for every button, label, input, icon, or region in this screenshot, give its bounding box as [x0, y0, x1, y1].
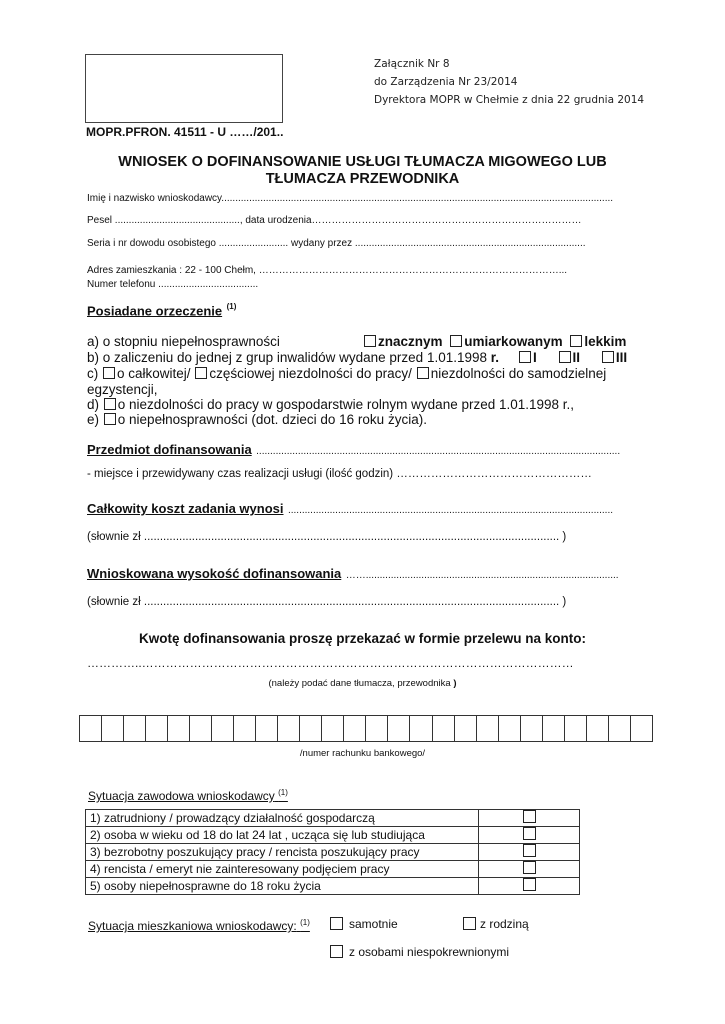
account-digit-cell[interactable] — [145, 716, 167, 741]
living-unrelated-label: z osobami niespokrewnionymi — [349, 945, 510, 959]
certificate-c-row — [87, 366, 606, 381]
stamp-box — [85, 54, 283, 123]
funding-subject-heading: Przedmiot dofinansowania — [87, 442, 252, 457]
account-digit-cell[interactable] — [365, 716, 387, 741]
checkbox-independent-living[interactable] — [417, 367, 429, 379]
farm-incapacity-label: o niezdolności do pracy w gospodarstwie rolnym wydane przed 1.01.1998 r., — [117, 397, 575, 412]
checkbox-farm-incapacity[interactable] — [104, 398, 116, 410]
living-situation-heading: Sytuacja mieszkaniowa wnioskodawcy: — [88, 919, 297, 933]
certificate-a-options — [363, 334, 626, 349]
checkbox-mild[interactable] — [570, 335, 582, 347]
checkbox-group-1[interactable] — [519, 351, 531, 363]
certificate-d-row — [87, 397, 574, 412]
annex-note — [374, 55, 644, 109]
account-digit-cell[interactable] — [80, 716, 101, 741]
total-cost-row — [87, 500, 613, 518]
certificate-e-row — [87, 412, 427, 427]
total-cost-heading: Całkowity koszt zadania wynosi — [87, 501, 284, 516]
title-line2: TŁUMACZA PRZEWODNIKA — [265, 171, 460, 187]
phone-field[interactable]: Numer telefonu .................................... — [87, 279, 259, 290]
work-option-label: 1) zatrudniony / prowadzący działalność gospodarczą — [86, 810, 479, 827]
annex-line1: Załącznik Nr 8 — [374, 58, 450, 70]
checkbox-family[interactable] — [463, 917, 476, 930]
document-title — [80, 154, 645, 188]
option-significant-label: znacznym — [378, 334, 443, 349]
account-digit-cell[interactable] — [123, 716, 145, 741]
certificate-d-prefix: d) — [87, 397, 100, 412]
account-digit-cell[interactable] — [630, 716, 652, 741]
living-family-option — [463, 917, 529, 931]
account-digit-cell[interactable] — [167, 716, 189, 741]
certificate-c-prefix: c) — [87, 366, 99, 381]
account-digit-cell[interactable] — [189, 716, 211, 741]
id-document-field[interactable]: Seria i nr dowodu osobistego ......................... wydany przez ................................................................................... — [87, 238, 586, 249]
certificate-c-continuation: egzystencji, — [87, 382, 158, 397]
checkbox-child-disability[interactable] — [104, 413, 116, 425]
applicant-name-field[interactable]: Imię i nazwisko wnioskodawcy............................................................................................................................................. — [87, 193, 614, 204]
checkbox-group-3[interactable] — [602, 351, 614, 363]
work-footnote-marker: (1) — [278, 788, 288, 797]
checkbox-total-incapacity[interactable] — [103, 367, 115, 379]
pesel-birthdate-field[interactable]: Pesel ............................................., data urodzenia……………………………………………………………………… — [87, 215, 582, 226]
work-situation-heading: Sytuacja zawodowa wnioskodawcy — [88, 789, 275, 803]
certificate-b-row — [87, 350, 499, 365]
cost-in-words-field[interactable]: (słownie zł .................................................................................................................................. ) — [87, 531, 567, 543]
living-footnote-marker: (1) — [300, 918, 310, 927]
requested-in-words-field[interactable]: (słownie zł .................................................................................................................................. ) — [87, 596, 567, 608]
certificate-a-label: a) o stopniu niepełnosprawności — [87, 334, 280, 349]
transfer-note-close: ) — [453, 678, 457, 689]
funding-subject-field[interactable]: ................................................................................................................................... — [256, 446, 621, 457]
requested-amount-row — [87, 565, 619, 583]
certificate-heading: Posiadane orzeczenie — [87, 303, 223, 319]
checkbox-unrelated[interactable] — [330, 945, 343, 958]
account-digit-cell[interactable] — [233, 716, 255, 741]
certificate-b-label: b) o zaliczeniu do jednej z grup inwalidów wydane przed 1.01.1998 — [87, 350, 488, 365]
funding-subject-row — [87, 441, 620, 459]
total-cost-field[interactable]: ..................................................................................................................... — [287, 505, 614, 516]
checkbox-partial-incapacity[interactable] — [195, 367, 207, 379]
account-digit-cell[interactable] — [343, 716, 365, 741]
account-digit-cell[interactable] — [498, 716, 520, 741]
account-digit-cell[interactable] — [542, 716, 564, 741]
account-digit-cell[interactable] — [321, 716, 343, 741]
checkbox-cell — [479, 878, 580, 895]
checkbox-significant[interactable] — [364, 335, 376, 347]
checkbox-student[interactable] — [523, 827, 536, 840]
transfer-note — [80, 678, 645, 689]
account-digit-cell[interactable] — [608, 716, 630, 741]
place-time-field[interactable]: - miejsce i przewidywany czas realizacji usługi (ilość godzin) …………………………………………… — [87, 468, 592, 480]
checkbox-cell — [479, 827, 580, 844]
living-alone-label: samotnie — [349, 917, 398, 931]
footnote-marker: (1) — [226, 302, 237, 311]
account-digit-cell[interactable] — [564, 716, 586, 741]
table-row — [86, 827, 580, 844]
address-field[interactable]: Adres zamieszkania : 22 - 100 Chełm, ………………………………………………………………………………... — [87, 265, 568, 276]
work-option-label: 3) bezrobotny poszukujący pracy / rencista poszukujący pracy — [86, 844, 479, 861]
checkbox-employed[interactable] — [523, 810, 536, 823]
work-option-label: 5) osoby niepełnosprawne do 18 roku życia — [86, 878, 479, 895]
checkbox-group-2[interactable] — [559, 351, 571, 363]
checkbox-alone[interactable] — [330, 917, 343, 930]
account-digit-cell[interactable] — [211, 716, 233, 741]
checkbox-unemployed[interactable] — [523, 844, 536, 857]
living-situation-heading-wrap — [88, 918, 310, 933]
total-incapacity-label: o całkowitej/ — [117, 366, 191, 381]
checkbox-cell — [479, 844, 580, 861]
independent-living-label: niezdolności do samodzielnej — [430, 366, 607, 381]
work-situation-heading-wrap — [88, 788, 288, 803]
transfer-recipient-field[interactable]: …………..……………………………………………………………………………………………… — [87, 656, 574, 670]
account-digit-cell[interactable] — [101, 716, 123, 741]
option-moderate-label: umiarkowanym — [464, 334, 563, 349]
checkbox-cell — [479, 810, 580, 827]
account-digit-cell[interactable] — [476, 716, 498, 741]
bank-account-grid[interactable] — [79, 715, 653, 742]
annex-line3: Dyrektora MOPR w Chełmie z dnia 22 grudnia 2014 — [374, 94, 645, 106]
account-digit-cell[interactable] — [432, 716, 454, 741]
transfer-heading: Kwotę dofinansowania proszę przekazać w formie przelewu na konto: — [138, 631, 587, 646]
table-row — [86, 861, 580, 878]
work-option-label: 2) osoba w wieku od 18 do lat 24 lat , ucząca się lub studiująca — [86, 827, 479, 844]
checkbox-minor-disabled[interactable] — [523, 878, 536, 891]
account-digit-cell[interactable] — [520, 716, 542, 741]
requested-amount-field[interactable]: ……........................................................................................... — [345, 570, 619, 581]
requested-amount-heading: Wnioskowana wysokość dofinansowania — [87, 566, 342, 581]
account-digit-cell[interactable] — [299, 716, 321, 741]
title-line1: WNIOSEK O DOFINANSOWANIE USŁUGI TŁUMACZA MIGOWEGO LUB — [118, 154, 607, 170]
certificate-b-suffix: r. — [490, 350, 500, 365]
work-situation-table — [85, 809, 580, 895]
living-alone-option — [330, 917, 398, 931]
reference-number: MOPR.PFRON. 41511 - U ……/201.. — [86, 125, 284, 139]
table-row — [86, 810, 580, 827]
group-options — [518, 350, 627, 365]
partial-incapacity-label: częściowej niezdolności do pracy/ — [209, 366, 412, 381]
account-digit-cell[interactable] — [255, 716, 277, 741]
certificate-heading-wrap — [87, 302, 236, 320]
certificate-e-prefix: e) — [87, 412, 100, 427]
living-unrelated-option — [330, 945, 509, 959]
group-1-label: I — [533, 350, 537, 365]
annex-line2: do Zarządzenia Nr 23/2014 — [374, 76, 518, 88]
bank-account-label: /numer rachunku bankowego/ — [299, 748, 426, 759]
checkbox-pensioner[interactable] — [523, 861, 536, 874]
child-disability-label: o niepełnosprawności (dot. dzieci do 16 roku życia). — [117, 412, 427, 427]
account-digit-cell[interactable] — [454, 716, 476, 741]
account-digit-cell[interactable] — [409, 716, 431, 741]
account-digit-cell[interactable] — [277, 716, 299, 741]
work-option-label: 4) rencista / emeryt nie zainteresowany podjęciem pracy — [86, 861, 479, 878]
group-2-label: II — [572, 350, 581, 365]
group-3-label: III — [615, 350, 628, 365]
living-family-label: z rodziną — [480, 917, 529, 931]
checkbox-cell — [479, 861, 580, 878]
account-digit-cell[interactable] — [387, 716, 409, 741]
table-row — [86, 878, 580, 895]
transfer-note-text: (należy podać dane tłumacza, przewodnika — [268, 678, 451, 689]
account-digit-cell[interactable] — [586, 716, 608, 741]
option-mild-label: lekkim — [584, 334, 627, 349]
table-row — [86, 844, 580, 861]
checkbox-moderate[interactable] — [450, 335, 462, 347]
